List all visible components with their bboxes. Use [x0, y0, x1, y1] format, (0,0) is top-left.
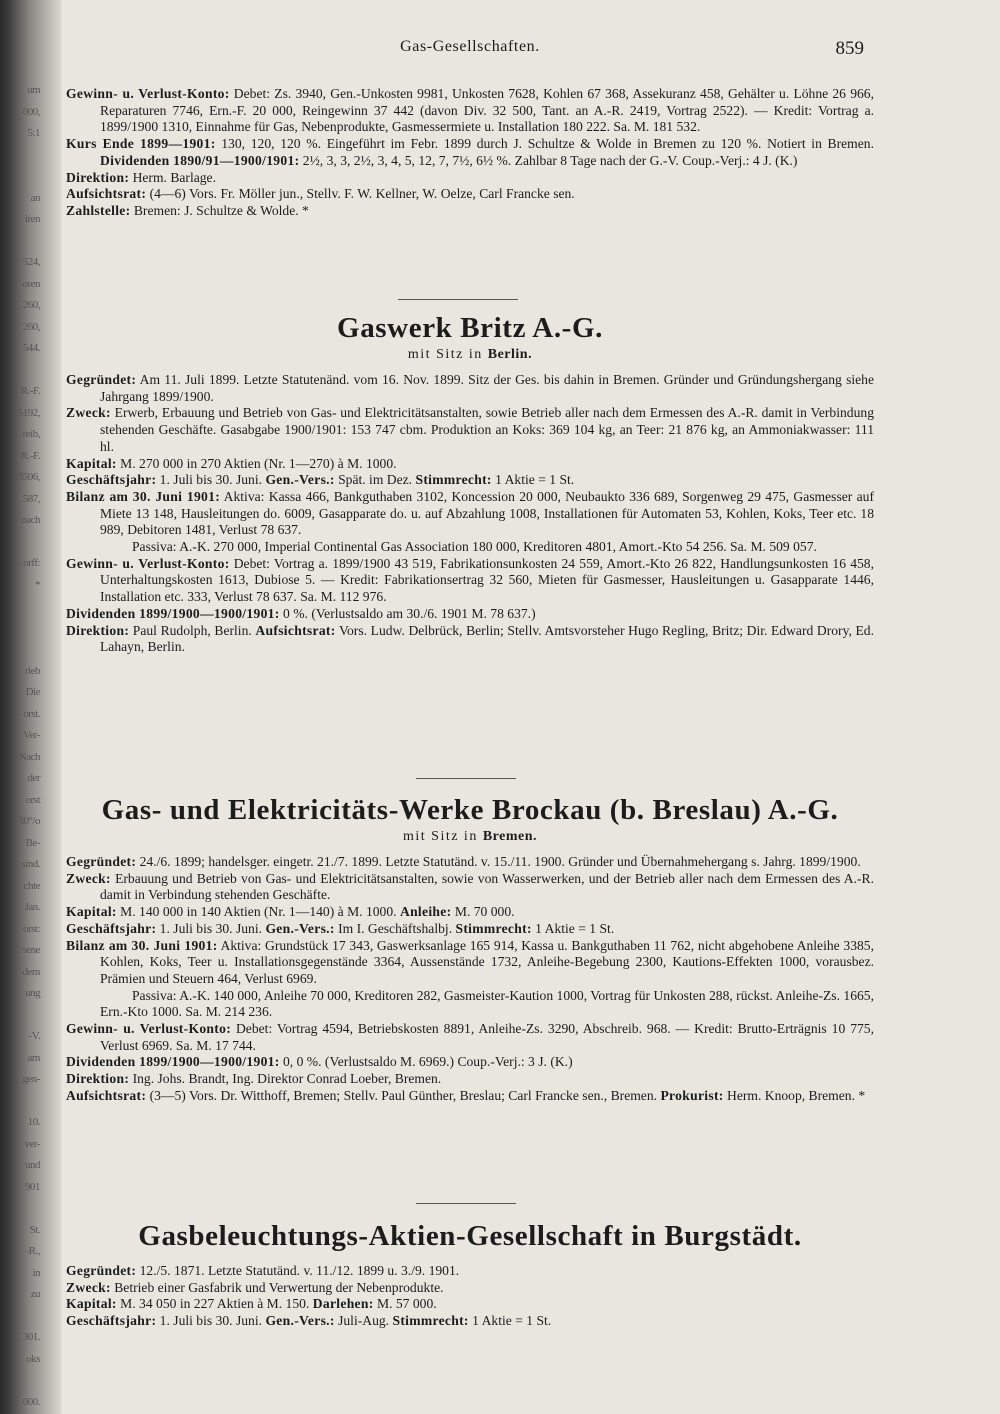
entry-text: Erwerb, Erbauung und Betrieb von Gas- und Elektricitätsanstalten, sowie Betrieb aller nach dem Ermessen des A.-R. damit in Verbindung stehenden Geschäfte. Gasabgabe 1900/1901: 153 747 cbm. Produktion an Koks: 369 104 kg, an Teer: 21 876 kg, an Ammoniakwasser: 111 hl. — [100, 405, 874, 454]
entry-label: Kurs Ende 1899—1901: — [66, 136, 216, 152]
entry-text: Spät. im Dez. — [334, 472, 416, 488]
divider — [416, 1203, 516, 1204]
entry-text: Erbauung und Betrieb von Gas- und Elektricitätsanstalten, sowie von Wasserwerken, und der Betrieb aller nach dem Ermessen des A.-R. damit in Verbindung stehenden Geschäfte. — [100, 870, 874, 903]
prev-column-fragment: ung — [25, 987, 40, 999]
entry-label: Gegründet: — [66, 854, 137, 869]
entry-label: Gewinn- u. Verlust-Konto: — [66, 1021, 232, 1037]
entry-text: 1. Juli bis 30. Juni. — [156, 920, 266, 936]
prev-column-fragment: * — [35, 578, 40, 591]
entry-text: M. 34 050 in 227 Aktien à M. 150. — [116, 1296, 313, 1312]
entry-geschaeftsjahr — [66, 472, 874, 489]
prev-column-fragment — [0, 166, 40, 188]
prev-column-fragment: 260, — [22, 320, 40, 333]
entry-zweck — [66, 405, 874, 455]
entry-text: M. 70 000. — [451, 904, 515, 920]
entry-direktion — [66, 623, 874, 656]
prev-column-fragment: orst. — [23, 707, 40, 720]
prev-column-fragment: gen- — [22, 1073, 40, 1085]
prev-column-fragment: 524, — [22, 256, 40, 268]
entry-text: Herm. Barlage. — [129, 169, 216, 185]
entry-kapital — [66, 904, 874, 921]
entry-text: 2½, 3, 3, 2½, 3, 4, 5, 12, 7, 7½, 6½ %. Zahlbar 8 Tage nach der G.-V. Coup.-Verj.: 4 J. (K.) — [299, 152, 798, 168]
running-title: Gas-Gesellschaften. — [400, 38, 540, 55]
prev-column-fragment: der — [27, 772, 40, 784]
prev-column-fragment: dem — [22, 965, 40, 978]
entry-label: Zweck: — [66, 870, 111, 886]
entry-label: Bilanz am 30. Juni 1901: — [66, 937, 218, 953]
entry-text: Aktiva: Kassa 466, Bankguthaben 3102, Koncession 20 000, Neubaukto 336 689, Sorgenweg 29 475, Gasmesser auf Miete 13 148, Hausleitungen do. 6009, Gasapparate do. u. auf Abzahlung 1008, Installationen für Automaten 53, Kohlen, Koks, Teer etc. 18 989, Debitoren 1481, Verlust 78 637. — [100, 488, 874, 538]
prev-column-fragment — [0, 618, 40, 640]
entry-label: Geschäftsjahr: — [66, 920, 157, 936]
prev-column-fragment: ver- — [24, 1137, 40, 1150]
prev-column-fragment: Nach — [18, 750, 40, 763]
entry-gegruendet — [66, 854, 874, 871]
entry-text: Aktiva: Grundstück 17 343, Gaswerksanlage 165 914, Kassa u. Bankguthaben 11 762, nicht abgehobene Anleihe 3385, Kohlen, Koks, Teer u. Installationsgegenstände 3364, Aussenstände 1732, Anleihe-Begebung 2300, Kautions-Effekten 1000, vorausbez. Prämien und Steuern 464, Verlust 6969. — [100, 937, 874, 986]
entry-kapital — [66, 1296, 874, 1313]
prev-column-fragment: 5192, — [17, 406, 40, 419]
entry-gegruendet — [66, 372, 874, 405]
entry-label: Geschäftsjahr: — [66, 472, 157, 488]
prev-column-fragment: orff: — [23, 557, 40, 569]
entry-gegruendet — [66, 1263, 874, 1280]
entry-label: Zweck: — [66, 1279, 111, 1295]
entry-label: Dividenden 1890/91—1900/1901: — [100, 152, 300, 168]
prev-column-fragment: sind. — [21, 858, 40, 870]
entry-text: Debet: Zs. 3940, Gen.-Unkosten 9981, Unkosten 7628, Kohlen 67 368, Assekuranz 458, Gehälter u. Löhne 26 966, Reparaturen 7746, Ern.-F. 20 000, Reingewinn 37 442 (davon Div. 32 500, Tant. an A.-R. 2419, Vortrag 2522). — Kredit: Vortrag a. 1899/1900 1310, Einnahme für Gas, Nebenprodukte, Gasmessermiete u. Installation 180 222. Sa. M. 181 532. — [100, 86, 874, 135]
entry-gewinn-verlust — [66, 556, 874, 606]
entry-text: (3—5) Vors. Dr. Witthoff, Bremen; Stellv. Paul Günther, Breslau; Carl Francke sen., Bremen. — [146, 1087, 661, 1103]
section-continuation — [66, 86, 874, 220]
entry-text: 1. Juli bis 30. Juni. — [156, 1313, 266, 1329]
running-head — [66, 38, 874, 62]
prev-column-fragment: orst: — [22, 922, 40, 935]
prev-column-fragment: Ver- — [23, 729, 40, 741]
entry-text: Debet: Vortrag 4594, Betriebskosten 8891, Anleihe-Zs. 3290, Abschreib. 968. — Kredit: Brutto-Erträgnis 10 775, Verlust 6969. Sa. M. 17 744. — [100, 1021, 874, 1053]
company-seat — [66, 829, 874, 845]
prev-column-fragment: 5:1 — [27, 127, 40, 139]
entry-label: Dividenden 1899/1900—1900/1901: — [66, 605, 280, 621]
entry-zweck — [66, 1280, 874, 1297]
prev-column-fragment: 000, — [22, 105, 40, 118]
entry-label: Aufsichtsrat: — [66, 186, 147, 202]
prev-column-fragment: 30°/o — [18, 815, 40, 827]
entry-label: Aufsichtsrat: — [255, 622, 336, 638]
prev-column-fragment — [0, 1306, 40, 1328]
prev-column-fragment: nach — [21, 514, 40, 526]
entry-label: Geschäftsjahr: — [66, 1313, 157, 1329]
entry-label: Direktion: — [66, 622, 130, 638]
entry-text: M. 270 000 in 270 Aktien (Nr. 1—270) à M. 1000. — [116, 455, 397, 471]
prev-column-fragment — [0, 145, 40, 167]
entry-kurs — [66, 136, 874, 169]
prev-column-fragment: R.-F. — [20, 385, 40, 397]
entry-text: 130, 120, 120 %. Eingeführt im Febr. 1899 durch J. Schultze & Wolde in Bremen zu 120 %. Notiert in Bremen. — [215, 136, 874, 152]
entry-gewinn-verlust — [66, 86, 874, 136]
prev-column-fragment: sene — [22, 944, 40, 956]
prev-column-fragment — [0, 532, 40, 554]
company-title: Gasbeleuchtungs-Aktien-Gesellschaft in Burgstädt. — [138, 1220, 802, 1252]
entry-label: Kapital: — [66, 904, 117, 920]
prev-column-fragment: um — [26, 84, 40, 96]
entry-zweck — [66, 871, 874, 904]
prev-column-fragment — [0, 1198, 40, 1220]
entry-text: Ing. Johs. Brandt, Ing. Direktor Conrad Loeber, Bremen. — [129, 1071, 442, 1087]
entry-text: M. 57 000. — [373, 1296, 437, 1312]
entry-direktion — [66, 1071, 874, 1088]
prev-column-fragment: 544. — [22, 342, 40, 354]
entry-label: Stimmrecht: — [392, 1313, 469, 1329]
entry-bilanz-aktiva — [66, 938, 874, 988]
entry-bilanz-passiva — [66, 539, 874, 556]
company-title: Gaswerk Britz A.-G. — [337, 312, 603, 344]
prev-column-fragment: St. — [29, 1223, 40, 1236]
prev-column-fragment: am — [27, 1051, 40, 1064]
seat-prefix: mit Sitz in — [407, 347, 483, 362]
entry-aufsichtsrat — [66, 1088, 874, 1105]
entry-text: Passiva: A.-K. 270 000, Imperial Continental Gas Association 180 000, Kreditoren 4801, Amort.-Kto 54 256. Sa. M. 509 057. — [132, 539, 817, 555]
prev-column-fragment: in — [32, 1266, 40, 1279]
entry-text: 1 Aktie = 1 St. — [491, 472, 575, 488]
prev-column-fragment: iren — [24, 213, 40, 225]
prev-column-fragment: an — [30, 191, 40, 204]
entry-text: Paul Rudolph, Berlin. — [129, 622, 256, 638]
entry-label: Darlehen: — [312, 1296, 374, 1312]
entry-text: 1. Juli bis 30. Juni. — [156, 472, 266, 488]
prev-column-fragment: 000. — [22, 1395, 40, 1408]
entry-label: Gen.-Vers.: — [265, 920, 335, 936]
entry-text: Juli-Aug. — [334, 1313, 393, 1329]
company-title: Gas- und Elektricitäts-Werke Brockau (b. Breslau) A.-G. — [101, 794, 839, 826]
entry-label: Stimmrecht: — [415, 472, 492, 488]
entry-label: Zahlstelle: — [66, 202, 131, 218]
entry-text: (4—6) Vors. Fr. Möller jun., Stellv. F. W. Kellner, W. Oelze, Carl Francke sen. — [146, 186, 575, 202]
entry-label: Kapital: — [66, 455, 117, 471]
entry-zahlstelle — [66, 203, 874, 220]
prev-column-fragment — [0, 1091, 40, 1113]
entry-label: Direktion: — [66, 1071, 130, 1087]
company-seat — [66, 347, 874, 363]
seat-city: Bremen. — [482, 829, 538, 844]
entry-label: Gewinn- u. Verlust-Konto: — [66, 555, 230, 571]
seat-prefix: mit Sitz in — [402, 829, 478, 844]
entry-dividenden — [66, 1054, 874, 1071]
prev-column-fragment: 3506, — [17, 471, 40, 483]
entry-direktion — [66, 170, 874, 187]
entry-text: 24./6. 1899; handelsger. eingetr. 21./7. 1899. Letzte Statutänd. v. 15./11. 1900. Gründer und Übernahmehergang s. Jahrg. 1899/1900. — [136, 854, 861, 869]
prev-column-fragment — [0, 231, 40, 253]
entry-gewinn-verlust — [66, 1021, 874, 1054]
entry-geschaeftsjahr — [66, 1313, 874, 1330]
entry-label: Prokurist: — [660, 1087, 724, 1103]
entry-label: Kapital: — [66, 1296, 117, 1312]
prev-column-fragment: -R., — [25, 1245, 40, 1257]
entry-text: Im I. Geschäftshalbj. — [334, 920, 456, 936]
prev-column-fragment: -V. — [28, 1030, 40, 1042]
entry-label: Direktion: — [66, 169, 130, 185]
prev-column-fragment: chte — [23, 879, 40, 892]
entry-text: 0, 0 %. (Verlustsaldo M. 6969.) Coup.-Verj.: 3 J. (K.) — [279, 1054, 573, 1070]
entry-text: Am 11. Juli 1899. Letzte Statutenänd. vom 16. Nov. 1899. Sitz der Ges. bis dahin in Bremen. Gründer und Gründungshergang siehe Jahrgang 1899/1900. — [100, 372, 874, 404]
prev-column-fragment — [0, 596, 40, 618]
entry-label: Stimmrecht: — [455, 920, 532, 936]
prev-column-fragment: 260, — [22, 299, 40, 311]
entry-text: 1 Aktie = 1 St. — [531, 920, 615, 936]
entry-label: Gegründet: — [66, 372, 137, 387]
entry-bilanz-aktiva — [66, 489, 874, 539]
entry-label: Gewinn- u. Verlust-Konto: — [66, 86, 230, 101]
prev-column-fragment: 587, — [22, 492, 40, 505]
entry-label: Bilanz am 30. Juni 1901: — [66, 488, 221, 504]
prev-column-fragment — [0, 639, 40, 661]
entry-text: 0 %. (Verlustsaldo am 30./6. 1901 M. 78 637.) — [279, 605, 536, 621]
entry-geschaeftsjahr — [66, 921, 874, 938]
prev-column-fragment: R.-F. — [20, 449, 40, 462]
prev-column-fragment — [0, 1370, 40, 1392]
entry-bilanz-passiva — [66, 988, 874, 1021]
prev-column-fragment: oren — [22, 277, 40, 290]
prev-column-fragment: Jan. — [24, 901, 40, 913]
company-burgstaedt — [66, 1220, 874, 1330]
entry-aufsichtsrat — [66, 186, 874, 203]
seat-city: Berlin. — [487, 347, 533, 362]
prev-column-fragment — [0, 1005, 40, 1027]
entry-label: Gen.-Vers.: — [265, 1313, 335, 1329]
entry-label: Zweck: — [66, 405, 111, 421]
divider — [416, 778, 516, 779]
page-number: 859 — [835, 38, 864, 59]
prev-column-fragment: Be- — [25, 836, 40, 849]
prev-column-fragment: 901 — [25, 1180, 40, 1193]
prev-column-fragment: orst — [25, 793, 40, 806]
company-gaswerk-britz — [66, 312, 874, 656]
entry-text: 1 Aktie = 1 St. — [468, 1313, 552, 1329]
prev-column-fragment: 301. — [22, 1331, 40, 1343]
divider — [398, 299, 518, 300]
entry-text: M. 140 000 in 140 Aktien (Nr. 1—140) à M. 1000. — [116, 904, 400, 920]
entry-kapital — [66, 456, 874, 473]
prev-column-fragment: Die — [25, 686, 40, 698]
prev-column-fragment — [0, 360, 40, 382]
entry-text: Debet: Vortrag a. 1899/1900 43 519, Fabrikationsunkosten 24 559, Amort.-Kto 26 822, Handlungsunkosten 16 458, Unterhaltungskosten 1613, Dubiose 5. — Kredit: Fabrikationsertrag 32 560, Mieten für Gasmesser, Hausleitungen u. Gasapparate 1446, Installation etc. 333, Verlust 78 637. Sa. M. 112 976. — [100, 555, 874, 605]
entry-text: Herm. Knoop, Bremen. * — [723, 1087, 866, 1103]
prev-column-fragment: reib, — [22, 428, 40, 440]
entry-label: Anleihe: — [399, 904, 452, 920]
entry-label: Gen.-Vers.: — [265, 472, 335, 488]
entry-text: Passiva: A.-K. 140 000, Anleihe 70 000, Kreditoren 282, Gasmeister-Kaution 1000, Vortrag für Unkosten 288, rückst. Anleihe-Zs. 1665, Ern.-Kto 1000. Sa. M. 214 236. — [100, 987, 874, 1020]
entry-label: Gegründet: — [66, 1263, 137, 1278]
company-brockau — [66, 794, 874, 1105]
entry-text: Vors. Ludw. Delbrück, Berlin; Stellv. Amtsvorsteher Hugo Regling, Britz; Dir. Edward Drory, Ed. Lahayn, Berlin. — [100, 622, 874, 655]
prev-column-fragment: zu — [30, 1288, 40, 1300]
entry-text: Bremen: J. Schultze & Wolde. * — [130, 202, 309, 218]
entry-label: Dividenden 1899/1900—1900/1901: — [66, 1054, 280, 1070]
entry-dividenden — [66, 606, 874, 623]
entry-label: Aufsichtsrat: — [66, 1087, 147, 1103]
prev-column-fragment: 10. — [27, 1116, 40, 1128]
entry-text: Betrieb einer Gasfabrik und Verwertung der Nebenprodukte. — [110, 1279, 444, 1295]
prev-column-fragment: oks — [26, 1352, 40, 1365]
entry-text: 12./5. 1871. Letzte Statutänd. v. 11./12. 1899 u. 3./9. 1901. — [136, 1263, 460, 1278]
previous-page-column-fragment — [0, 80, 40, 1408]
prev-column-fragment: rieb — [24, 664, 40, 677]
prev-column-fragment: und — [25, 1159, 40, 1171]
